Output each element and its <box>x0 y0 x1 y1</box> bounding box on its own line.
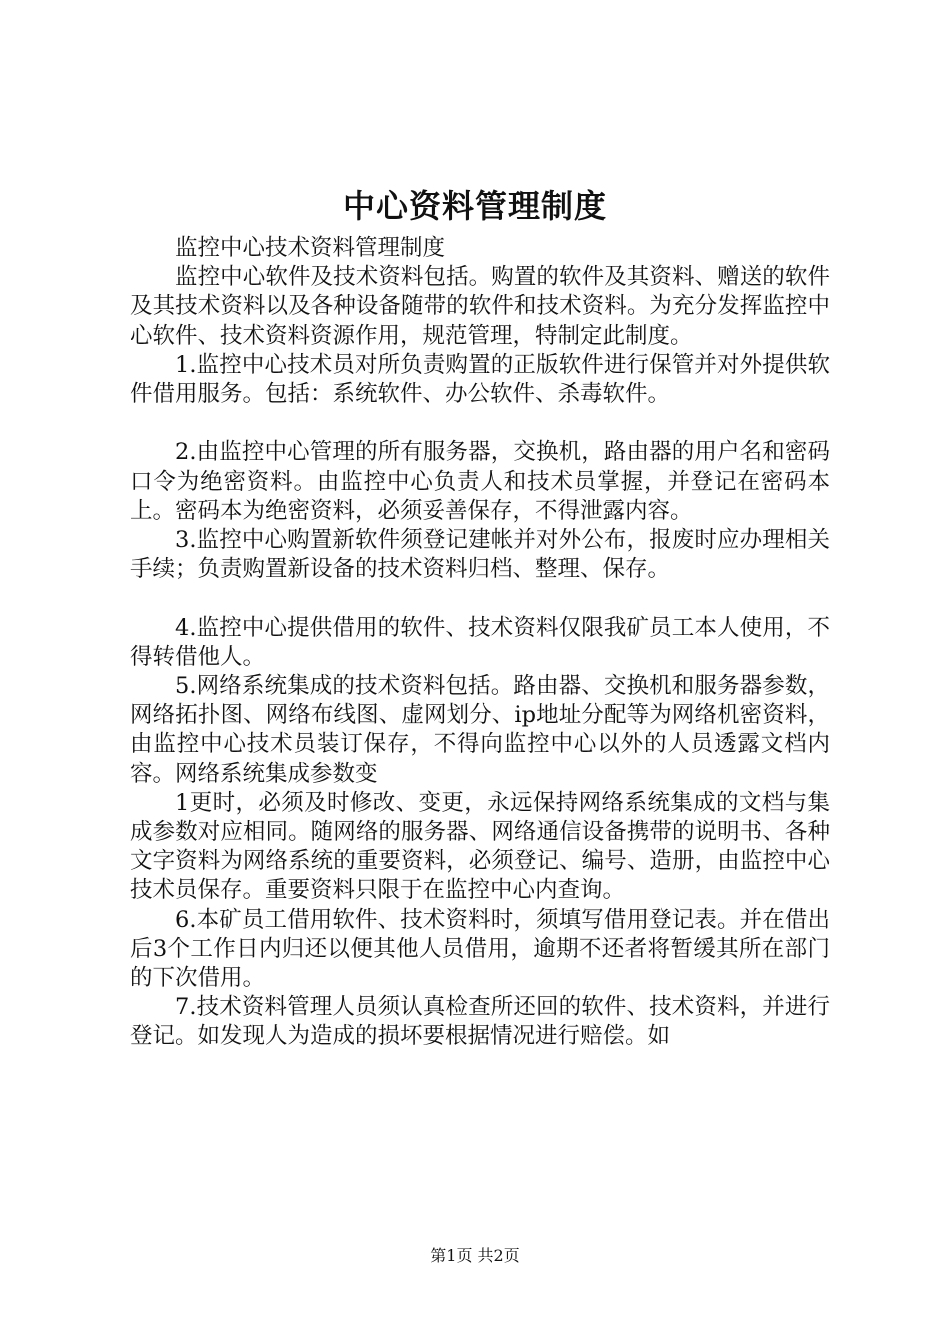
paragraph-intro: 监控中心软件及技术资料包括。购置的软件及其资料、赠送的软件及其技术资料以及各种设备随带的软件和技术资料。为充分发挥监控中心软件、技术资料资源作用，规范管理，特制定此制度。 <box>130 264 830 349</box>
paragraph-subtitle: 监控中心技术资料管理制度 <box>175 235 446 261</box>
document-body <box>130 234 830 1052</box>
paragraph-item-2: 2.由监控中心管理的所有服务器，交换机，路由器的用户名和密码口令为绝密资料。由监控中心负责人和技术员掌握，并登记在密码本上。密码本为绝密资料，必须妥善保存，不得泄露内容。 <box>130 439 830 524</box>
paragraph-item-3: 3.监控中心购置新软件须登记建帐并对外公布，报废时应办理相关手续；负责购置新设备的技术资料归档、整理、保存。 <box>130 527 830 583</box>
paragraph-item-5-continued: 1更时，必须及时修改、变更，永远保持网络系统集成的文档与集成参数对应相同。随网络的服务器、网络通信设备携带的说明书、各种文字资料为网络系统的重要资料，必须登记、编号、造册，由监控中心技术员保存。重要资料只限于在监控中心内查询。 <box>130 789 830 904</box>
paragraph-item-5: 5.网络系统集成的技术资料包括。路由器、交换机和服务器参数，网络拓扑图、网络布线图、虚网划分、ip地址分配等为网络机密资料，由监控中心技术员装订保存，不得向监控中心以外的人员透露文档内容。网络系统集成参数变 <box>130 673 830 787</box>
document-title: 中心资料管理制度 <box>342 187 607 225</box>
paragraph-item-6: 6.本矿员工借用软件、技术资料时，须填写借用登记表。并在借出后3个工作日内归还以便其他人员借用，逾期不还者将暂缓其所在部门的下次借用。 <box>130 906 830 992</box>
paragraph-item-7: 7.技术资料管理人员须认真检查所还回的软件、技术资料，并进行登记。如发现人为造成的损坏要根据情况进行赔偿。如 <box>130 994 830 1050</box>
paragraph-item-1: 1.监控中心技术员对所负责购置的正版软件进行保管并对外提供软件借用服务。包括：系统软件、办公软件、杀毒软件。 <box>130 351 830 408</box>
page-footer: 第1页 共2页 <box>430 1246 520 1265</box>
paragraph-item-4: 4.监控中心提供借用的软件、技术资料仅限我矿员工本人使用，不得转借他人。 <box>130 614 830 670</box>
